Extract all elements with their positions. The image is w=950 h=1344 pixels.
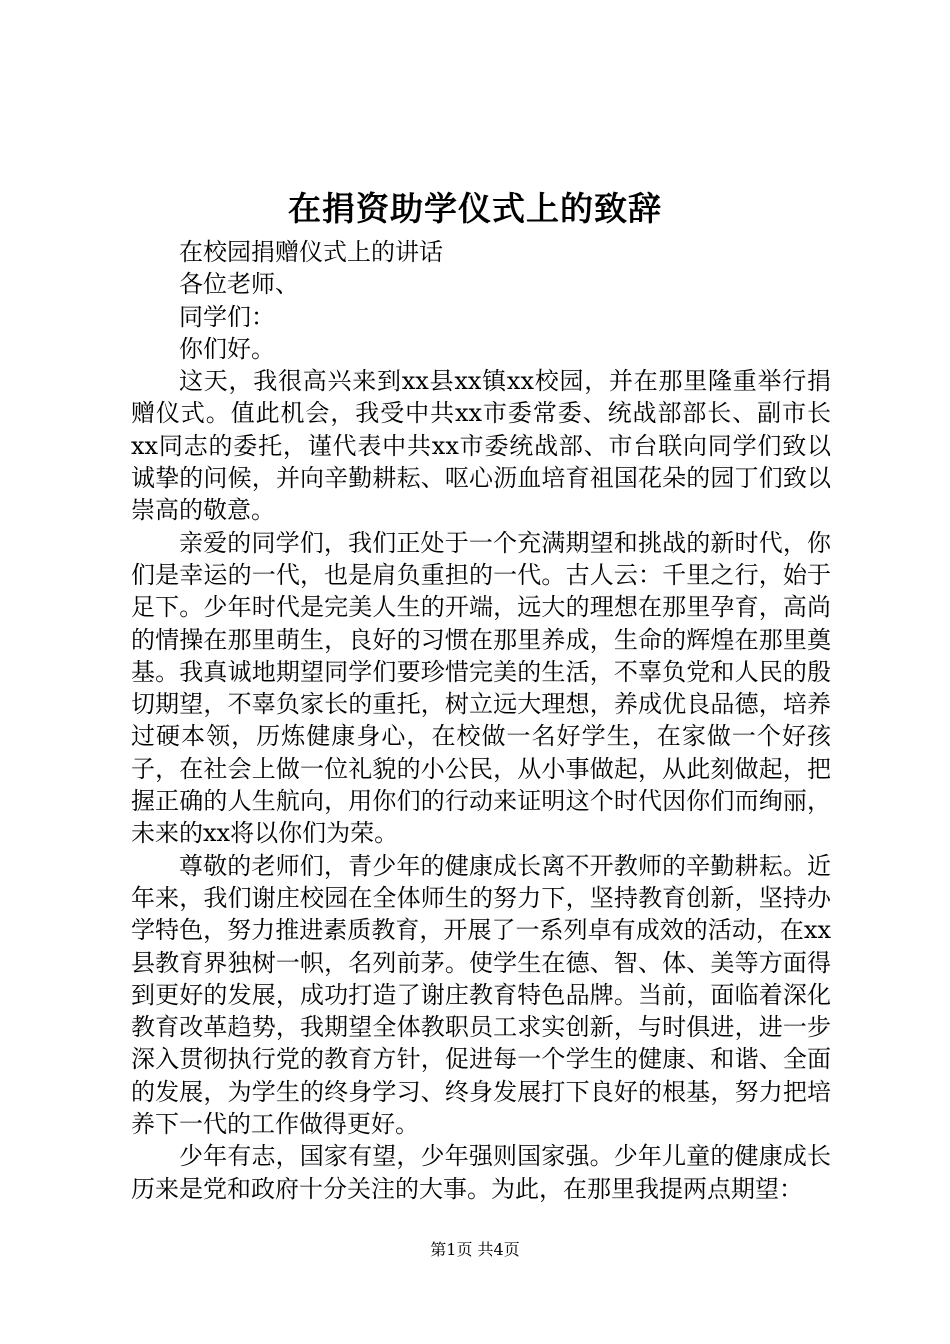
- paragraph: 尊敬的老师们，青少年的健康成长离不开教师的辛勤耕耘。近年来，我们谢庄校园在全体师生的努力下，坚持教育创新，坚持办学特色，努力推进素质教育，开展了一系列卓有成效的活动，在xx县教育界独树一帜，名列前茅。使学生在德、智、体、美等方面得到更好的发展，成功打造了谢庄教育特色品牌。当前，面临着深化教育改革趋势，我期望全体教职员工求实创新，与时俱进，进一步深入贯彻执行党的教育方针，促进每一个学生的健康、和谐、全面的发展，为学生的终身学习、终身发展打下良好的根基，努力把培养下一代的工作做得更好。: [131, 851, 831, 1139]
- paragraph: 亲爱的同学们，我们正处于一个充满期望和挑战的新时代，你们是幸运的一代，也是肩负重担的一代。古人云：千里之行，始于足下。少年时代是完美人生的开端，远大的理想在那里孕育，高尚的情操在那里萌生，良好的习惯在那里养成，生命的辉煌在那里奠基。我真诚地期望同学们要珍惜完美的生活，不辜负党和人民的殷切期望，不辜负家长的重托，树立远大理想，养成优良品德，培养过硬本领，历炼健康身心，在校做一名好学生，在家做一个好孩子，在社会上做一位礼貌的小公民，从小事做起，从此刻做起，把握正确的人生航向，用你们的行动来证明这个时代因你们而绚丽，未来的xx将以你们为荣。: [131, 528, 831, 848]
- page-footer: 第1页 共4页: [430, 1240, 520, 1259]
- paragraph: 这天，我很高兴来到xx县xx镇xx校园，并在那里隆重举行捐赠仪式。值此机会，我受中共xx市委常委、统战部部长、副市长xx同志的委托，谨代表中共xx市委统战部、市台联向同学们致以诚挚的问候，并向辛勤耕耘、呕心沥血培育祖国花朵的园丁们致以崇高的敬意。: [131, 367, 831, 525]
- paragraph: 少年有志，国家有望，少年强则国家强。少年儿童的健康成长历来是党和政府十分关注的大事。为此，在那里我提两点期望：: [131, 1142, 831, 1203]
- document-title: 在捐资助学仪式上的致辞: [288, 189, 662, 228]
- paragraph: 同学们：: [179, 302, 275, 331]
- paragraph: 你们好。: [179, 334, 275, 363]
- paragraph: 各位老师、: [179, 270, 299, 299]
- document-body: [131, 236, 831, 1205]
- paragraph: 在校园捐赠仪式上的讲话: [179, 238, 443, 266]
